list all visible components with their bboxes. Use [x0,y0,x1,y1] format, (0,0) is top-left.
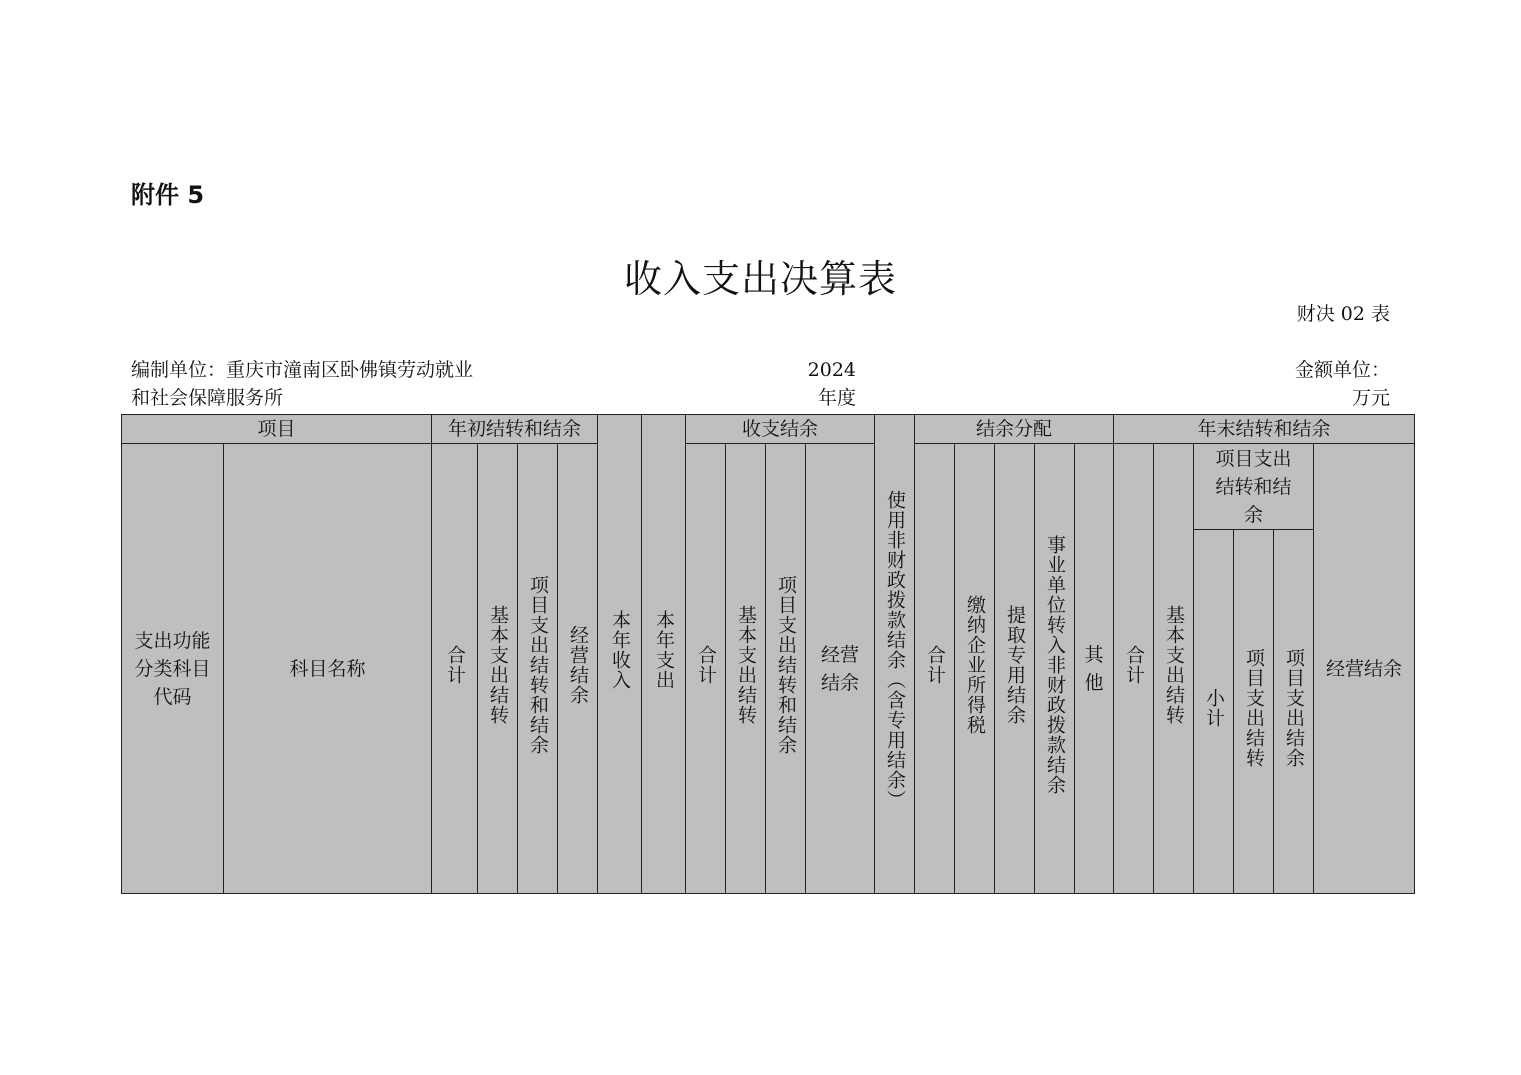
header-alloc-special: 提取专用结余 [995,444,1035,894]
header-end-total: 合计 [1114,444,1154,894]
attachment-label: 附件 5 [131,181,205,209]
header-bal-op: 经营结余 [806,444,875,894]
income-expense-table [121,414,1415,894]
header-income: 本年收入 [598,415,642,894]
form-number: 财决 02 表 [1296,303,1390,325]
amount-unit: 金额单位：万元 [1294,359,1390,409]
page-title: 收入支出决算表 [623,257,897,301]
preparing-unit: 编制单位：重庆市潼南区卧佛镇劳动就业和社会保障服务所 [131,359,474,409]
header-alloc-transfer: 事业单位转入非财政拨款结余 [1035,444,1075,894]
header-end-basic: 基本支出结转 [1154,444,1194,894]
header-expense: 本年支出 [642,415,686,894]
header-bal-project: 项目支出结转和结余 [766,444,806,894]
header-alloc-other: 其他 [1075,444,1114,894]
header-end-project: 项目支出结转和结余 [1194,444,1314,530]
header-end-balance: 年末结转和结余 [1114,415,1415,444]
header-begin-balance: 年初结转和结余 [432,415,598,444]
header-nonfiscal: 使用非财政拨款结余（含专用结余） [875,415,915,894]
header-begin-project: 项目支出结转和结余 [518,444,558,894]
header-allocation: 结余分配 [915,415,1114,444]
header-balance: 收支结余 [686,415,875,444]
header-name: 科目名称 [224,444,432,894]
header-begin-total: 合计 [432,444,478,894]
header-alloc-total: 合计 [915,444,955,894]
header-item: 项目 [122,415,432,444]
header-bal-basic: 基本支出结转 [726,444,766,894]
header-code: 支出功能分类科目代码 [122,444,224,894]
header-end-subtotal: 小计 [1194,530,1234,894]
header-begin-basic: 基本支出结转 [478,444,518,894]
header-end-op: 经营结余 [1314,444,1415,894]
header-end-proj-surplus: 项目支出结余 [1274,530,1314,894]
header-bal-total: 合计 [686,444,726,894]
header-begin-op: 经营结余 [558,444,598,894]
fiscal-year: 2024 年度 [807,359,856,409]
header-alloc-tax: 缴纳企业所得税 [955,444,995,894]
header-end-proj-carry: 项目支出结转 [1234,530,1274,894]
